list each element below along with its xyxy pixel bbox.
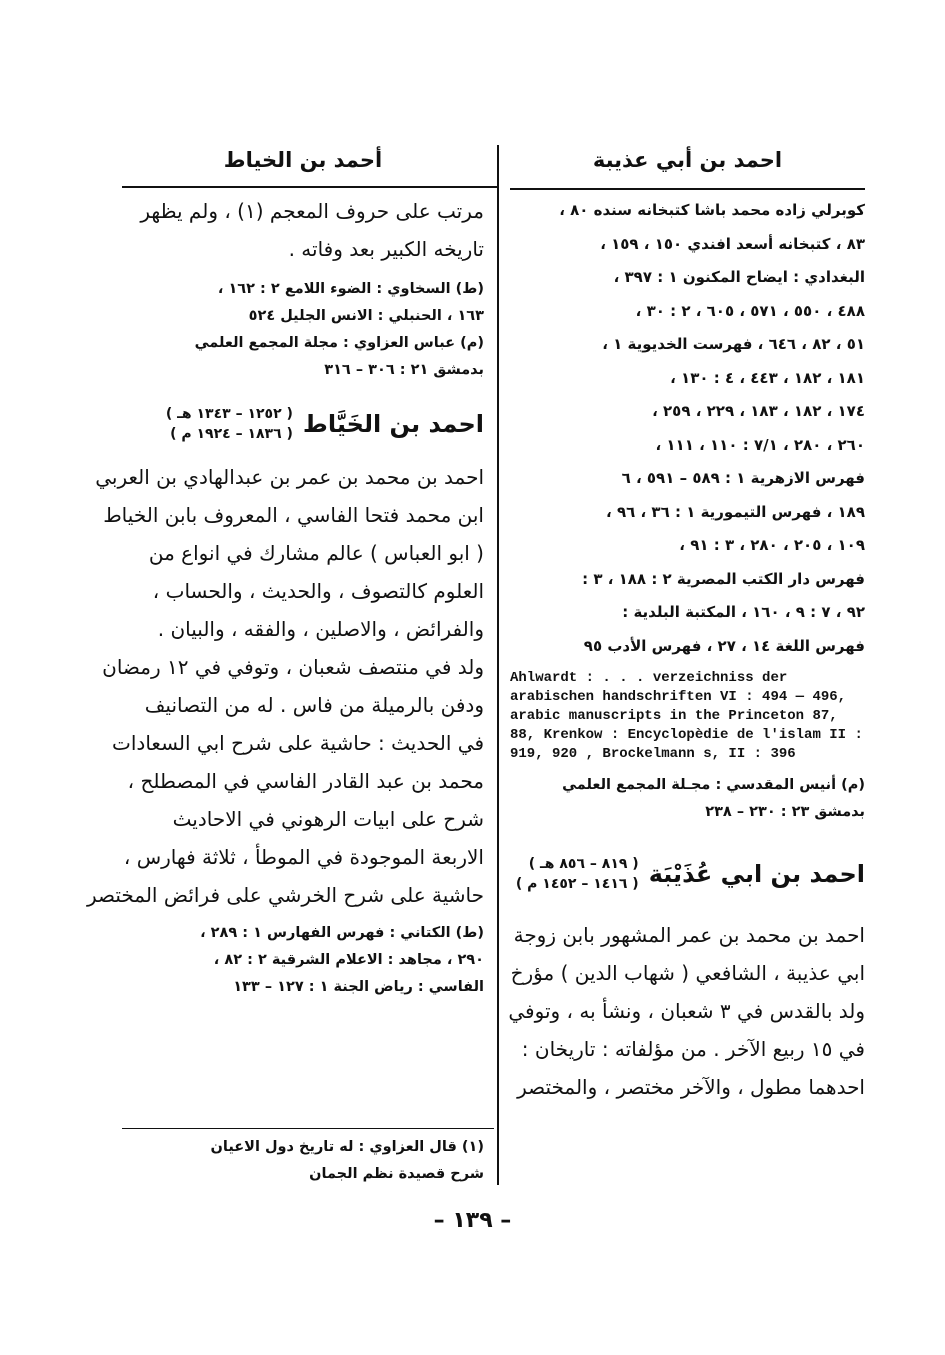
entry-text	[510, 916, 865, 1106]
right-running-header: احمد بن أبي عذيبة	[592, 148, 783, 172]
bib-line: فهرس دار الكتب المصرية ٢ : ١٨٨ ، ٣ :	[582, 569, 865, 588]
footnote-rule	[122, 1128, 494, 1129]
entry-line: ولد في منتصف شعبان ، وتوفي في ١٢ رمضان	[102, 655, 484, 679]
reference-line: ١٦٣ ، الحنبلي : الانس الجليل ٥٢٤	[248, 308, 484, 324]
entry-dates	[166, 404, 293, 444]
entry-line: ودفن بالرميلة من فاس . له من التصانيف	[144, 693, 484, 717]
bib-line: كوبرلي زاده محمد باشا كتبخانه سنده ٨٠ ،	[559, 201, 865, 219]
reference-line: (م) عباس العزاوي : مجلة المجمع العلمي	[194, 335, 484, 351]
entry-line: الاربعة الموجودة في الموطأ ، ثلاثة فهارس ،	[123, 845, 484, 869]
bib-line: ١٠٩ ، ٢٠٥ ، ٢٨٠ ، ٣ : ٩١ ،	[679, 536, 865, 554]
bib-line: البغدادي : ايضاح المكنون ١ : ٣٩٧ ،	[613, 268, 865, 286]
right-column	[508, 140, 872, 1106]
left-reference-1	[122, 276, 484, 384]
entry-line: احدهما مطول ، والآخر مختصر ، والمختصر	[517, 1075, 865, 1099]
entry-text	[86, 458, 484, 914]
left-reference-2	[122, 920, 484, 1001]
entry-line: والفرائض ، والاصلين ، والفقه ، والبيان .	[157, 617, 484, 641]
entry-heading	[510, 854, 865, 894]
entry-line: شرح على ابيات الرهوني في الاحاديث	[172, 807, 484, 831]
bib-line: ٥١ ، ٨٢ ، ٦٤٦ ، فهرست الخديوية ١ ،	[602, 335, 865, 353]
entry-line: ابي عذيبة ، الشافعي ( شهاب الدين ) مؤرخ	[510, 961, 865, 985]
left-column	[86, 140, 484, 1001]
footnote	[122, 1134, 484, 1188]
date-hijri: ( ٨١٩ – ٨٥٦ هـ )	[528, 856, 639, 872]
continuation-text	[122, 192, 484, 268]
entry-line: ابن محمد فتحا الفاسي ، المعروف بابن الخياط	[103, 503, 484, 527]
entry-line: احمد بن محمد بن عمر بن عبدالهادي بن العربي	[95, 465, 484, 489]
footnote-line: (١) قال العزاوي : له تاريخ دول الاعيان	[210, 1139, 484, 1155]
bib-line: ١٧٤ ، ١٨٢ ، ١٨٣ ، ٢٢٩ ، ٢٥٩ ،	[652, 402, 865, 420]
entry-heading	[122, 404, 484, 444]
bib-line: فهرس اللغة ١٤ ، ٢٧ ، فهرس الأدب ٩٥	[583, 636, 865, 655]
entry-line: في ١٥ ربيع الآخر . من مؤلفاته : تاريخان :	[521, 1037, 865, 1061]
reference-line: الفاسي : رياض الجنة ١ : ١٢٧ – ١٣٣	[233, 979, 484, 995]
bib-line: ٩٢ ، ٧ : ٩ ، ١٦٠ ، المكتبة البلدية :	[622, 603, 865, 621]
bib-line: ١٨١ ، ١٨٢ ، ٤٤٣ ، ٤ : ١٣٠ ،	[670, 368, 865, 387]
bib-line: فهرس الازهرية ١ : ٥٨٩ – ٥٩١ ، ٦	[621, 469, 865, 487]
reference-line: ٢٩٠ ، مجاهد : الاعلام الشرقية ٢ : ٨٢ ،	[213, 952, 484, 968]
entry-dates	[516, 854, 639, 894]
text-line: مرتب على حروف المعجم (١) ، ولم يظهر	[140, 199, 484, 223]
text-line: تاريخه الكبير بعد وفاته .	[288, 237, 484, 261]
reference-line: (م) أنيس المقدسي : مجـلة المجمع العلمي	[562, 777, 865, 793]
date-gregorian: ( ١٨٣٦ – ١٩٢٤ م )	[170, 426, 293, 442]
right-reference	[510, 772, 865, 826]
reference-line: (ط) السخاوي : الضوء اللامع ٢ : ١٦٢ ،	[217, 281, 484, 297]
entry-line: احمد بن محمد بن عمر المشهور بابن زوجة	[513, 923, 865, 947]
entry-line: حاشية على شرح الخرشي على فرائض المختصر	[86, 883, 484, 907]
footnote-line: شرح قصيدة نظم الجمان	[309, 1166, 484, 1182]
entry-title: احمد بن ابي عُذَيْبَة	[648, 860, 865, 888]
reference-line: بدمشق ٢١ : ٣٠٦ – ٣١٦	[324, 362, 484, 378]
entry-line: العلوم كالتصوف ، والحديث ، والحساب ،	[152, 579, 484, 603]
entry-line: محمد بن عبد القادر الفاسي في المصطلح ،	[127, 769, 484, 793]
date-hijri: ( ١٢٥٢ – ١٣٤٣ هـ )	[165, 406, 293, 422]
reference-line: بدمشق ٢٣ : ٢٣٠ – ٢٣٨	[705, 804, 865, 820]
entry-line: في الحديث : حاشية على شرح ابي السعادات	[112, 731, 484, 755]
bib-line: ٤٨٨ ، ٥٥٠ ، ٥٧١ ، ٦٠٥ ، ٢ : ٣٠ ،	[635, 301, 865, 320]
date-gregorian: ( ١٤١٦ – ١٤٥٢ م )	[515, 876, 639, 892]
left-running-header: أحمد بن الخياط	[223, 148, 383, 172]
bib-line: ١٨٩ ، فهرس التيمورية ١ : ٣٦ ، ٩٦ ،	[606, 502, 865, 521]
entry-line: ولد بالقدس في ٣ شعبان ، ونشأ به ، وتوفي	[508, 999, 865, 1023]
bib-line: ٨٣ ، كتبخانه أسعد افندي ١٥٠ ، ١٥٩ ،	[600, 234, 865, 253]
entry-line: ( ابو العباس ) عالم مشارك في انواع من	[148, 541, 484, 565]
right-bibliography	[510, 194, 865, 663]
entry-title: احمد بن الخَيَّاط	[302, 410, 484, 438]
bib-line: ٢٦٠ ، ٢٨٠ ، ٧/١ : ١١٠ ، ١١١ ،	[655, 435, 865, 454]
reference-line: (ط) الكتاني : فهرس الفهارس ١ : ٢٨٩ ،	[200, 925, 484, 941]
column-divider	[497, 145, 499, 1185]
page-number: – ١٣٩ –	[433, 1208, 512, 1233]
latin-reference: Ahlwardt : . . . verzeichniss der arabischen handschriften VI : 494 — 496, arabic manuscripts in the Princeton 87, 88, Krenkow : Encyclopèdie de l'islam II : 919, 920 , Brockelmann s, II : 396	[510, 670, 872, 762]
